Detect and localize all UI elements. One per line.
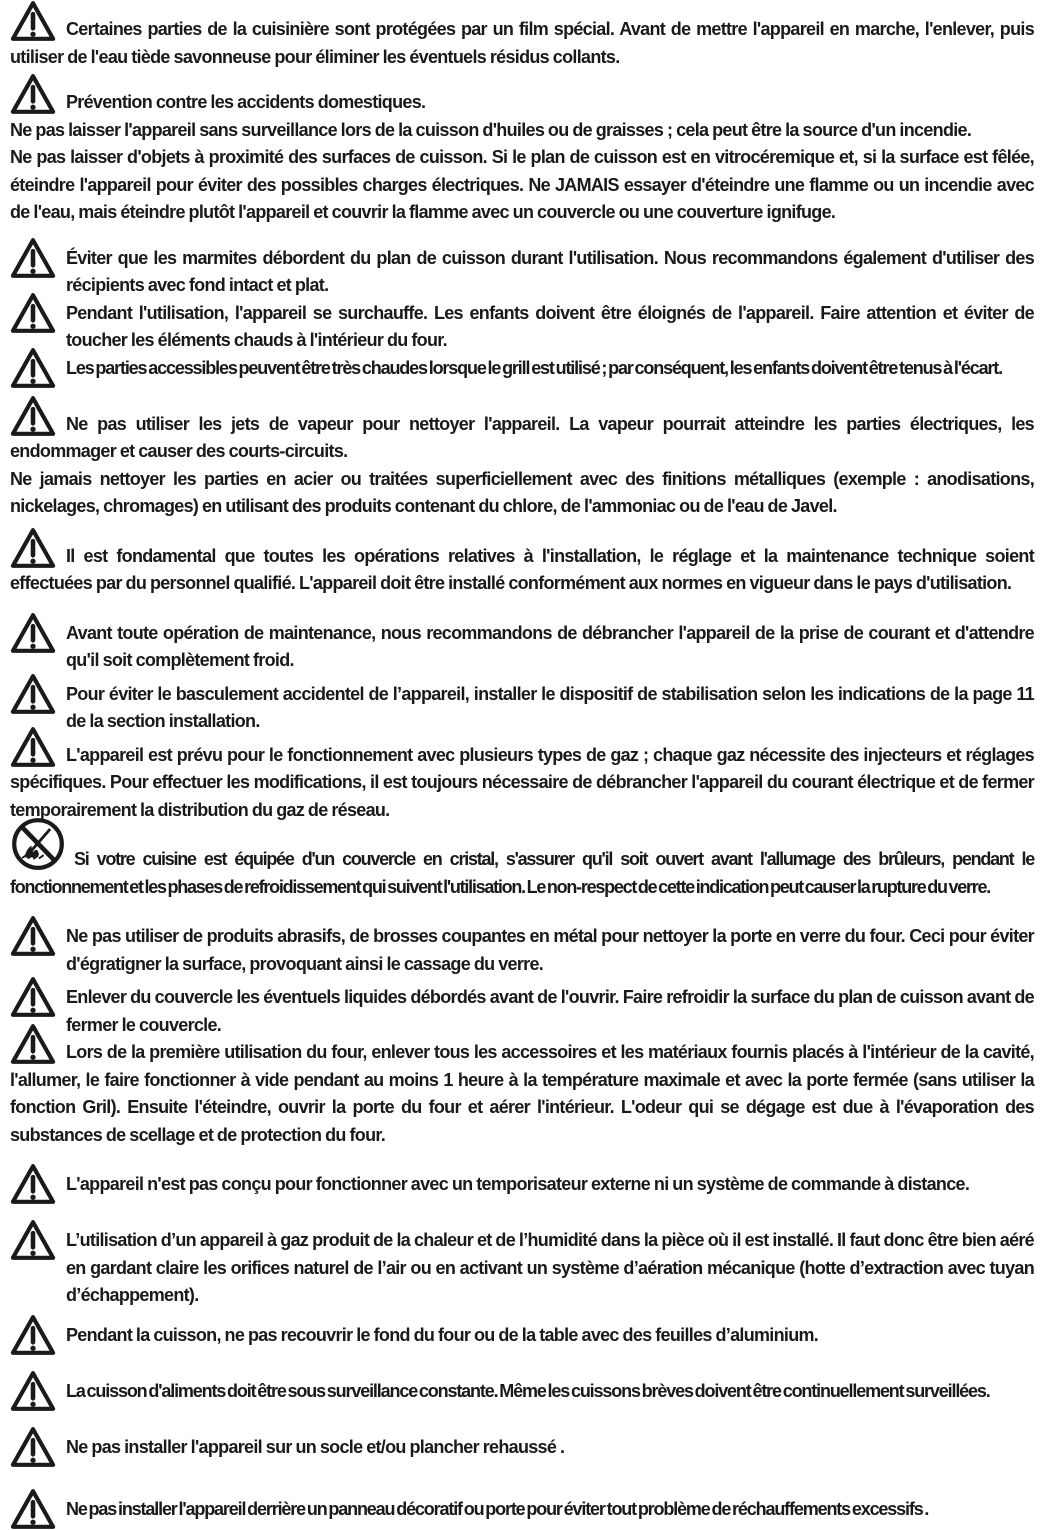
no-open-flame-icon	[10, 846, 74, 864]
warning-triangle-icon	[10, 1039, 66, 1057]
warning-item	[10, 620, 1034, 675]
warning-text: Ne pas installer l'appareil sur un socle et/ou plancher rehaussé .	[66, 1436, 565, 1457]
warning-item	[10, 1434, 1034, 1468]
warning-triangle-icon	[10, 1322, 66, 1356]
warning-text: Pendant l'utilisation, l'appareil se surchauffe. Les enfants doivent être éloignés de l'appareil. Faire attention et éviter de toucher les éléments chauds à l'intérieur du four.	[66, 302, 1034, 350]
warning-item	[10, 742, 1034, 825]
warning-text-continued: Ne pas laisser l'appareil sans surveillance lors de la cuisson d'huiles ou de graisses ; cela peut être la source d'un incendie.	[10, 119, 972, 140]
warning-triangle-icon	[10, 620, 66, 654]
warning-text: Les parties accessibles peuvent être très chaudes lorsque le grill est utilisé ; par conséquent, les enfants doivent être tenus à l'écart.	[66, 357, 1002, 378]
warning-item	[10, 411, 1034, 521]
warning-triangle-icon	[10, 89, 66, 107]
warning-triangle-icon	[10, 1378, 66, 1412]
warning-text: Ne pas utiliser de produits abrasifs, de brosses coupantes en métal pour nettoyer la porte en verre du four. Ceci pour éviter d'égratigner la surface, provoquant ainsi le cassage du verre.	[66, 926, 1034, 974]
warning-item	[10, 1378, 1034, 1412]
warning-item	[10, 16, 1034, 71]
warning-text: L’utilisation d’un appareil à gaz produit de la chaleur et de l’humidité dans la pièce où il est installé. Il faut donc être bien aéré en gardant claire les orifices naturel de l’air ou en activant un système d’aération mécanique (hotte d’extraction avec tuyan d’échappement).	[66, 1230, 1034, 1305]
warning-triangle-icon	[10, 300, 66, 334]
warning-triangle-icon	[10, 1434, 66, 1468]
warning-text-continued: Ne jamais nettoyer les parties en acier ou traitées superficiellement avec des finitions métalliques (exemple : anodisations, nickelages, chromages) en utilisant des produits contenant du chlore, de l'ammoniac ou de l'eau de Javel.	[10, 468, 1034, 516]
warning-text: Ne pas installer l'appareil derrière un panneau décoratif ou porte pour éviter tout problème de réchauffements excessifs .	[66, 1498, 929, 1519]
warning-text: Lors de la première utilisation du four, enlever tous les accessoires et les matériaux fournis placés à l'intérieur de la cavité, l'allumer, le faire fonctionner à vide pendant au moins 1 heure à la température maximale et avec la porte fermée (sans utiliser la fonction Gril). Ensuite l'éteindre, ouvrir la porte du four et aérer l'intérieur. L'odeur qui se dégage est due à l'évaporation des substances de scellage et de protection du four.	[10, 1042, 1034, 1145]
warning-text: Pendant la cuisson, ne pas recouvrir le fond du four ou de la table avec des feuilles d’aluminium.	[66, 1324, 819, 1345]
warning-triangle-icon	[10, 1171, 66, 1205]
warning-item	[10, 1496, 1034, 1530]
warning-triangle-icon	[10, 681, 66, 715]
warning-text: Ne pas utiliser les jets de vapeur pour nettoyer l'appareil. La vapeur pourrait atteindre les parties électriques, les endommager et causer des courts-circuits.	[10, 413, 1034, 461]
warning-triangle-icon	[10, 923, 66, 957]
warning-text: Il est fondamental que toutes les opérations relatives à l'installation, le réglage et la maintenance technique soient effectuées par du personnel qualifié. L'appareil doit être installé conformément aux normes en vigueur dans le pays d'utilisation.	[10, 545, 1034, 593]
warning-text: Éviter que les marmites débordent du plan de cuisson durant l'utilisation. Nous recommandons également d'utiliser des récipients avec fond intact et plat.	[66, 247, 1034, 295]
warning-item	[10, 846, 1034, 901]
warning-text: Si votre cuisine est équipée d'un couvercle en cristal, s'assurer qu'il soit ouvert avant l'allumage des brûleurs, pendant le fonctionnement et les phases de refroidissement qui suivent l'utilisation. Le non-respect de cette indication peut causer la rupture du verre.	[10, 849, 1034, 897]
warning-item	[10, 543, 1034, 598]
warning-item	[10, 1039, 1034, 1149]
warning-text: La cuisson d'aliments doit être sous surveillance constante. Même les cuissons brèves doivent être continuellement surveillées.	[66, 1380, 990, 1401]
warning-item	[10, 89, 1034, 227]
warning-triangle-icon	[10, 1227, 66, 1261]
warning-item	[10, 681, 1034, 736]
warning-triangle-icon	[10, 543, 66, 561]
warning-text: Enlever du couvercle les éventuels liquides débordés avant de l'ouvrir. Faire refroidir la surface du plan de cuisson avant de fermer le couvercle.	[66, 987, 1034, 1035]
warning-text: Prévention contre les accidents domestiques.	[66, 92, 426, 112]
warning-text: L'appareil est prévu pour le fonctionnement avec plusieurs types de gaz ; chaque gaz nécessite des injecteurs et réglages spécifiques. Pour effectuer les modifications, il est toujours nécessaire de débrancher l'appareil du courant électrique et de fermer temporairement la distribution du gaz de réseau.	[10, 744, 1034, 820]
warning-triangle-icon	[10, 742, 66, 760]
warning-triangle-icon	[10, 984, 66, 1018]
warning-triangle-icon	[10, 411, 66, 429]
warning-item	[10, 245, 1034, 300]
warning-triangle-icon	[10, 355, 66, 389]
warning-text: Avant toute opération de maintenance, nous recommandons de débrancher l'appareil de la prise de courant et d'attendre qu'il soit complètement froid.	[66, 622, 1034, 670]
warning-item	[10, 1171, 1034, 1205]
warning-text: Pour éviter le basculement accidentel de l’appareil, installer le dispositif de stabilisation selon les indications de la page 11 de la section installation.	[66, 683, 1034, 731]
warning-item	[10, 1322, 1034, 1356]
warning-item	[10, 1227, 1034, 1310]
warning-item	[10, 923, 1034, 978]
warning-item	[10, 355, 1034, 389]
warning-text: L'appareil n'est pas conçu pour fonctionner avec un temporisateur externe ni un système de commande à distance.	[66, 1174, 970, 1194]
warning-triangle-icon	[10, 1496, 66, 1530]
warning-item	[10, 984, 1034, 1039]
warning-triangle-icon	[10, 245, 66, 279]
warning-item	[10, 300, 1034, 355]
warning-text: Certaines parties de la cuisinière sont protégées par un film spécial. Avant de mettre l'appareil en marche, l'enlever, puis utiliser de l'eau tiède savonneuse pour éliminer les éventuels résidus collants.	[10, 19, 1034, 67]
warning-triangle-icon	[10, 16, 66, 34]
warning-text-continued: Ne pas laisser d'objets à proximité des surfaces de cuisson. Si le plan de cuisson est en vitrocéremique et, si la surface est fêlée, éteindre l'appareil pour éviter des possibles charges électriques. Ne JAMAIS essayer d'éteindre une flamme ou un incendie avec de l'eau, mais éteindre plutôt l'appareil et couvrir la flamme avec un couvercle ou une couverture ignifuge.	[10, 147, 1034, 222]
